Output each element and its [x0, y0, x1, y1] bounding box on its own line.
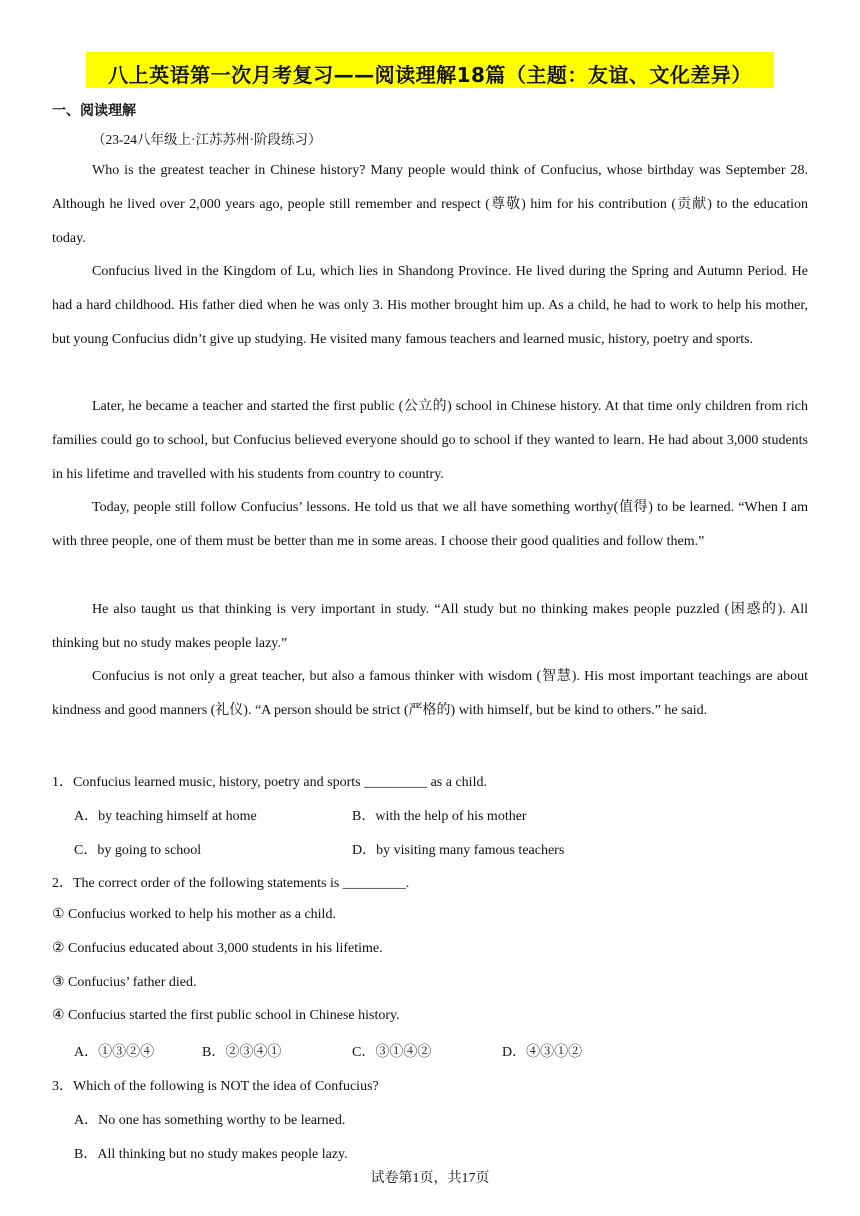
- question-1-option-c[interactable]: C．by going to school: [74, 843, 202, 858]
- passage-paragraph-4: Today, people still follow Confucius’ lessons. He told us that we all have something worthy(值得) to be learned. “When I am with three people, one of them must be better than me in some areas. I choose their good qualities and follow them.”: [52, 500, 808, 549]
- passage-paragraph-3: Later, he became a teacher and started the first public (公立的) school in Chinese history. At that time only children from rich families could go to school, but Confucius believed everyone should go to school if they wanted to learn. He had about 3,000 students in his lifetime and travelled with his students from country to country.: [52, 399, 808, 482]
- question-3-option-a[interactable]: A．No one has something worthy to be learned.: [74, 1113, 346, 1128]
- question-2-statement-1: ① Confucius worked to help his mother as a child.: [52, 907, 336, 922]
- question-1-option-d[interactable]: D．by visiting many famous teachers: [352, 843, 565, 858]
- passage-paragraph-1: Who is the greatest teacher in Chinese history? Many people would think of Confucius, whose birthday was September 28. Although he lived over 2,000 years ago, people still remember and respect (尊敬) him for his contribution (贡献) to the education today.: [52, 163, 808, 246]
- passage-source: （23-24八年级上·江苏苏州·阶段练习）: [92, 132, 322, 147]
- question-2-statement-4: ④ Confucius started the first public school in Chinese history.: [52, 1008, 400, 1023]
- question-1-stem: 1．Confucius learned music, history, poetry and sports _________ as a child.: [52, 775, 487, 790]
- question-2-option-a[interactable]: A．①③②④: [74, 1045, 155, 1060]
- question-2-option-d[interactable]: D．④③①②: [502, 1045, 583, 1060]
- passage-paragraph-5: He also taught us that thinking is very important in study. “All study but no thinking makes people puzzled (困惑的). All thinking but no study makes people lazy.”: [52, 602, 808, 651]
- page-title: 八上英语第一次月考复习——阅读理解18篇（主题：友谊、文化差异）: [108, 63, 752, 87]
- question-2-stem: 2．The correct order of the following statements is _________.: [52, 876, 410, 891]
- page-footer: 试卷第1页，共17页: [370, 1171, 490, 1186]
- passage-paragraph-2: Confucius lived in the Kingdom of Lu, which lies in Shandong Province. He lived during the Spring and Autumn Period. He had a hard childhood. His father died when he was only 3. His mother brought him up. As a child, he had to work to help his mother, but young Confucius didn’t give up studying. He visited many famous teachers and learned music, history, poetry and sports.: [52, 264, 808, 347]
- question-3-stem: 3．Which of the following is NOT the idea of Confucius?: [52, 1079, 379, 1094]
- question-2-statement-2: ② Confucius educated about 3,000 students in his lifetime.: [52, 941, 383, 956]
- question-1-option-a[interactable]: A．by teaching himself at home: [74, 809, 257, 824]
- passage-paragraph-6: Confucius is not only a great teacher, but also a famous thinker with wisdom (智慧). His most important teachings are about kindness and good manners (礼仪). “A person should be strict (严格的) with himself, but be kind to others.” he said.: [52, 669, 808, 718]
- question-2-option-c[interactable]: C．③①④②: [352, 1045, 432, 1060]
- question-3-option-b[interactable]: B．All thinking but no study makes people lazy.: [74, 1147, 348, 1162]
- section-heading: 一、阅读理解: [52, 103, 136, 119]
- question-2-statement-3: ③ Confucius’ father died.: [52, 975, 197, 990]
- question-1-option-b[interactable]: B．with the help of his mother: [352, 809, 527, 824]
- question-2-option-b[interactable]: B．②③④①: [202, 1045, 282, 1060]
- title-highlight: [86, 52, 774, 88]
